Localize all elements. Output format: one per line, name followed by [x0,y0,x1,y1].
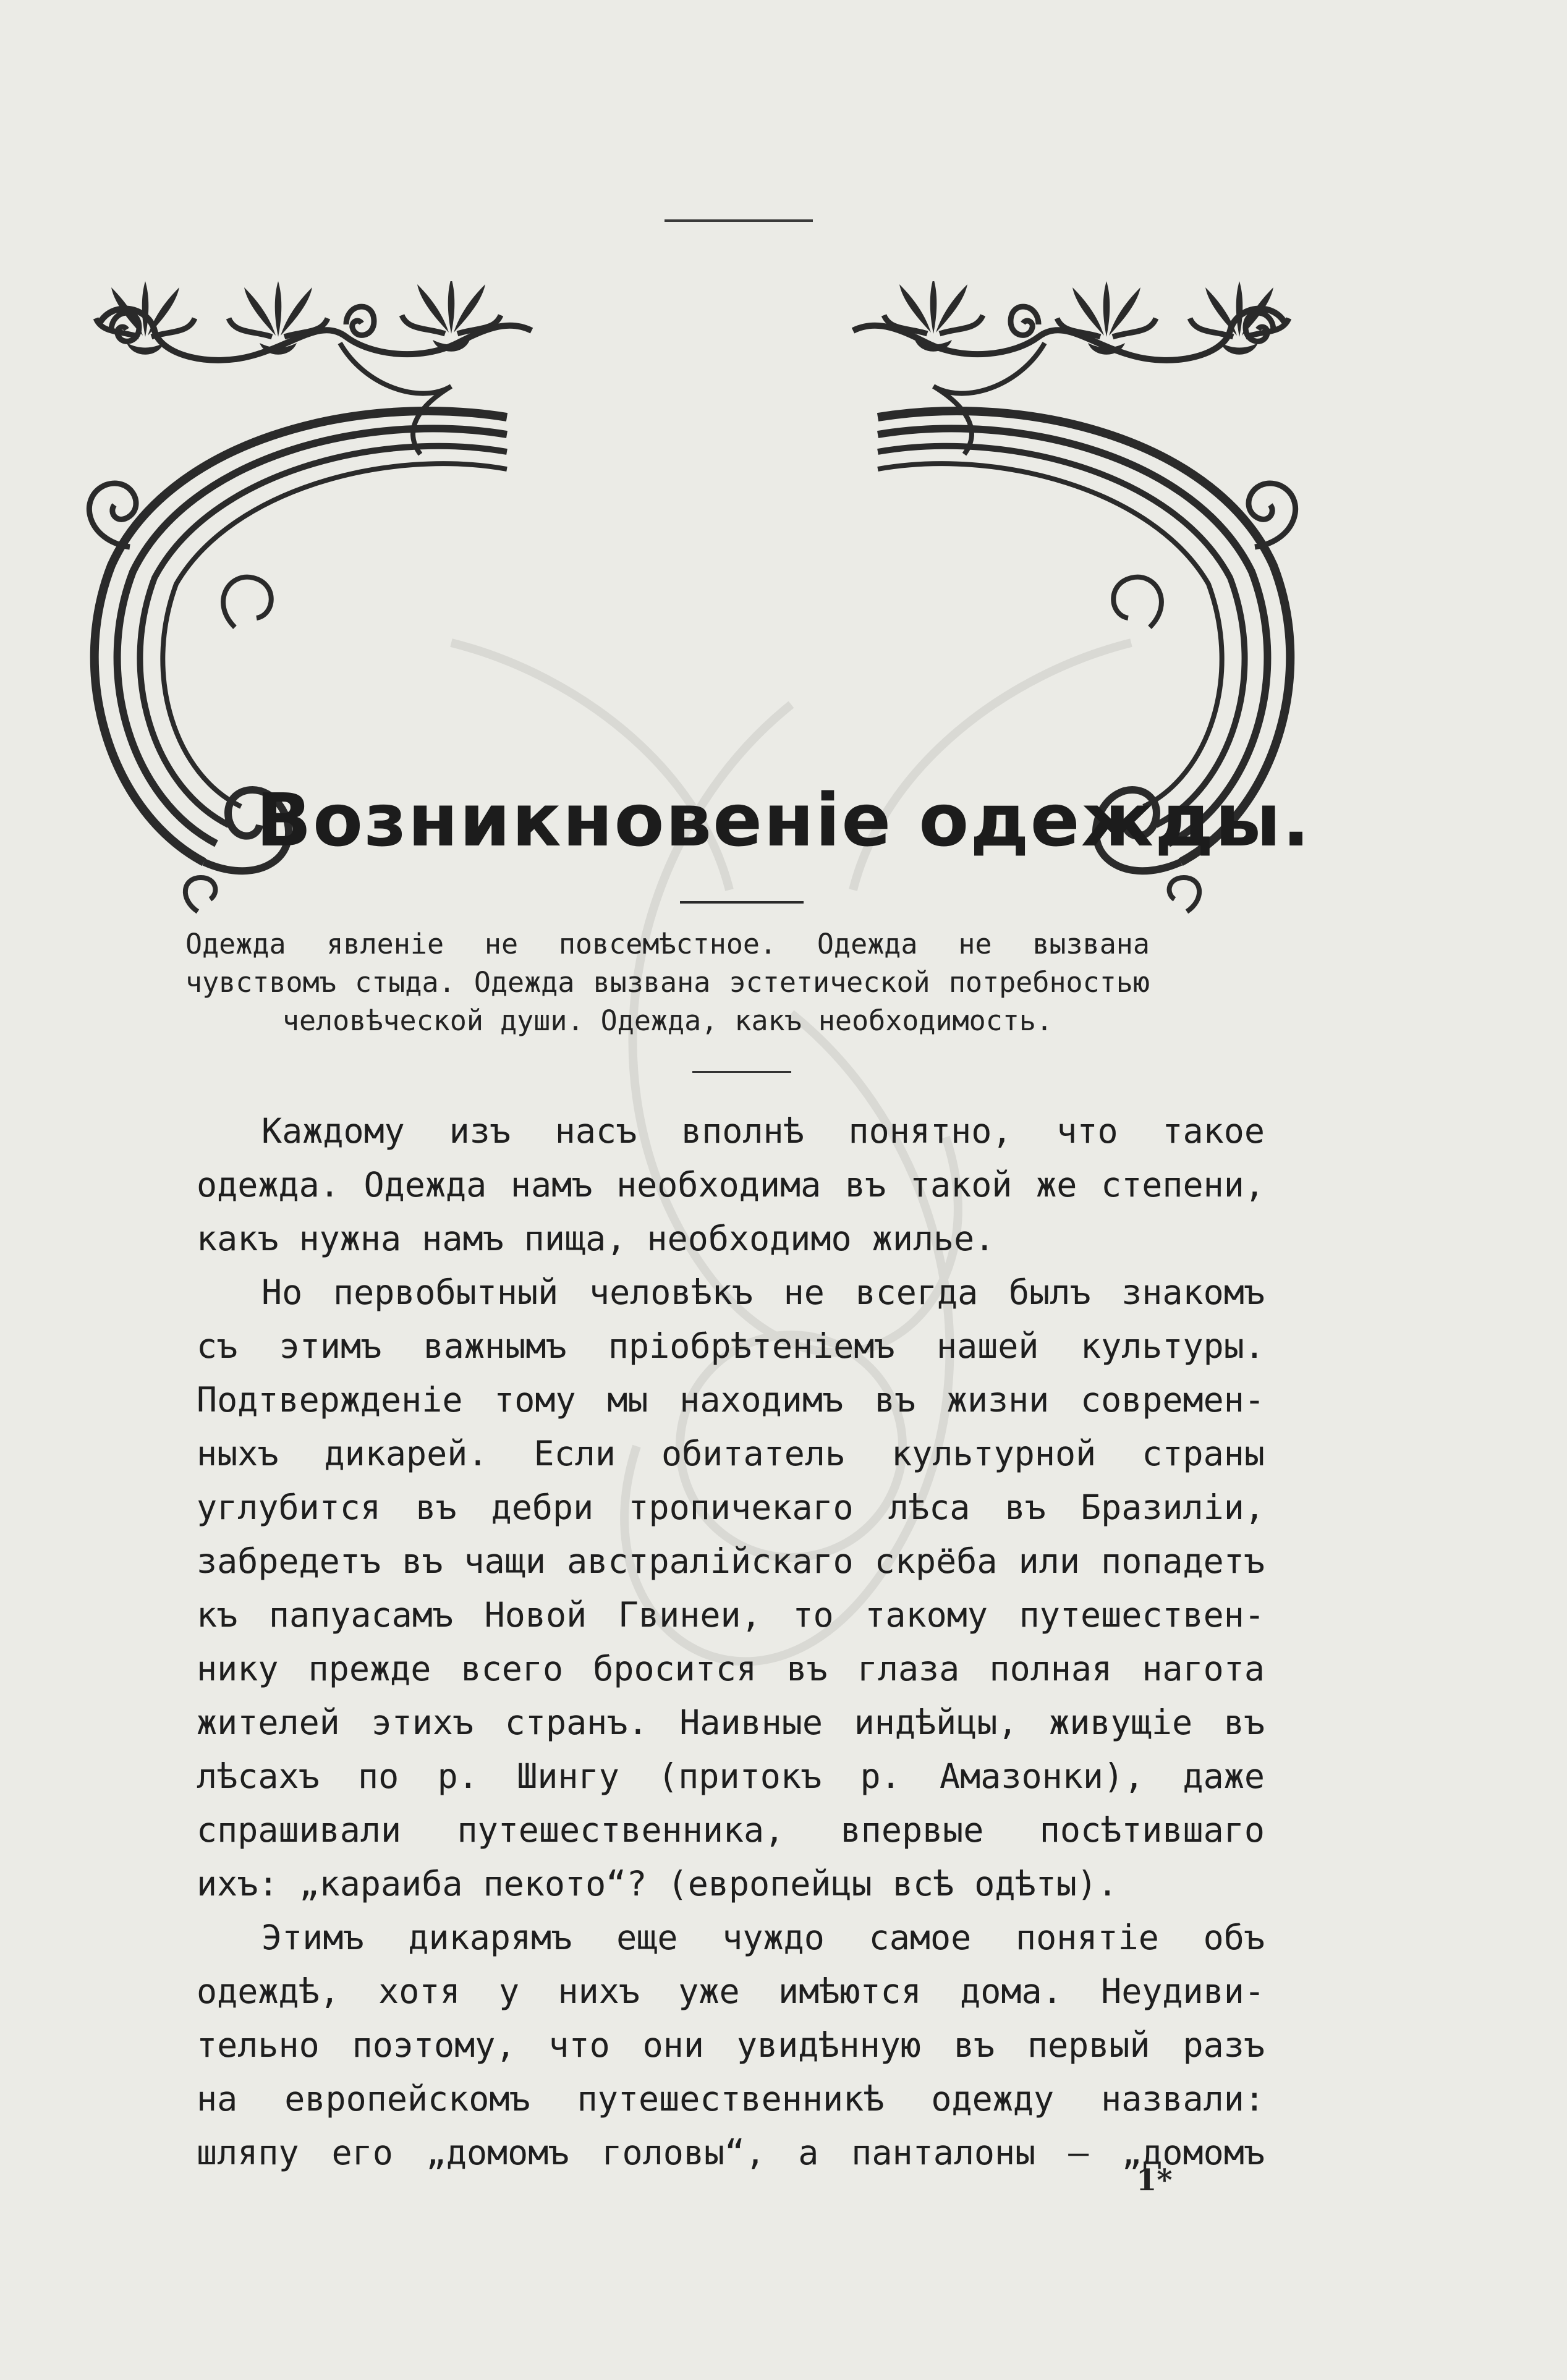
text-line: тельно поэтому, что они увидѣнную въ первый разъ [197,2025,1265,2065]
text-line: одежда. Одежда намъ необходима въ такой же степени, [197,1165,1265,1205]
text-line: одеждѣ, хотя у нихъ уже имѣются дома. Неудиви- [197,1971,1265,2011]
chapter-summary [185,925,1150,1040]
text-line: забредетъ въ чащи австралійскаго скрёба или попадетъ [197,1541,1265,1581]
heading-rule [680,901,804,904]
paragraph [197,1911,1265,2180]
text-line: шляпу его „домомъ головы“, а панталоны — „домомъ [197,2133,1265,2172]
text-line: лѣсахъ по р. Шингу (притокъ р. Амазонки), даже [197,1756,1265,1796]
text-line: Этимъ дикарямъ еще чуждо самое понятіе объ [261,1918,1265,1957]
summary-rule [692,1071,791,1073]
chapter-heading: Возникновеніе одежды. [256,777,1311,863]
text-line: къ папуасамъ Новой Гвинеи, то такому путешествен- [197,1595,1265,1635]
body-text [197,1104,1265,2180]
text-line: Подтвержденіе тому мы находимъ въ жизни современ- [197,1380,1265,1420]
text-line: какъ нужна намъ пища, необходимо жилье. [197,1219,995,1258]
text-line: съ этимъ важнымъ пріобрѣтеніемъ нашей культуры. [197,1326,1265,1366]
text-line: ихъ: „караиба пекото“? (европейцы всѣ одѣты). [197,1864,1118,1904]
summary-line: человѣческой души. Одежда, какъ необходимость. [282,1004,1053,1037]
text-line: Каждому изъ насъ вполнѣ понятно, что такое [261,1111,1265,1151]
text-line: нику прежде всего бросится въ глаза полная нагота [197,1649,1265,1688]
text-line: углубится въ дебри тропичекаго лѣса въ Бразиліи, [197,1488,1265,1527]
text-line: жителей этихъ странъ. Наивные индѣйцы, живущіе въ [197,1703,1265,1742]
text-line: спрашивали путешественника, впервые посѣтившаго [197,1810,1265,1850]
summary-line: Одежда явленіе не повсемѣстное. Одежда не вызвана [185,928,1150,960]
text-line: ныхъ дикарей. Если обитатель культурной страны [197,1434,1265,1473]
paragraph [197,1266,1265,1911]
top-rule [665,219,813,222]
page-number: 1* [1136,2163,1173,2198]
text-line: Но первобытный человѣкъ не всегда былъ знакомъ [261,1273,1265,1312]
text-line: на европейскомъ путешественникѣ одежду назвали: [197,2079,1265,2119]
paragraph [197,1104,1265,1266]
summary-line: чувствомъ стыда. Одежда вызвана эстетической потребностью [185,966,1150,999]
